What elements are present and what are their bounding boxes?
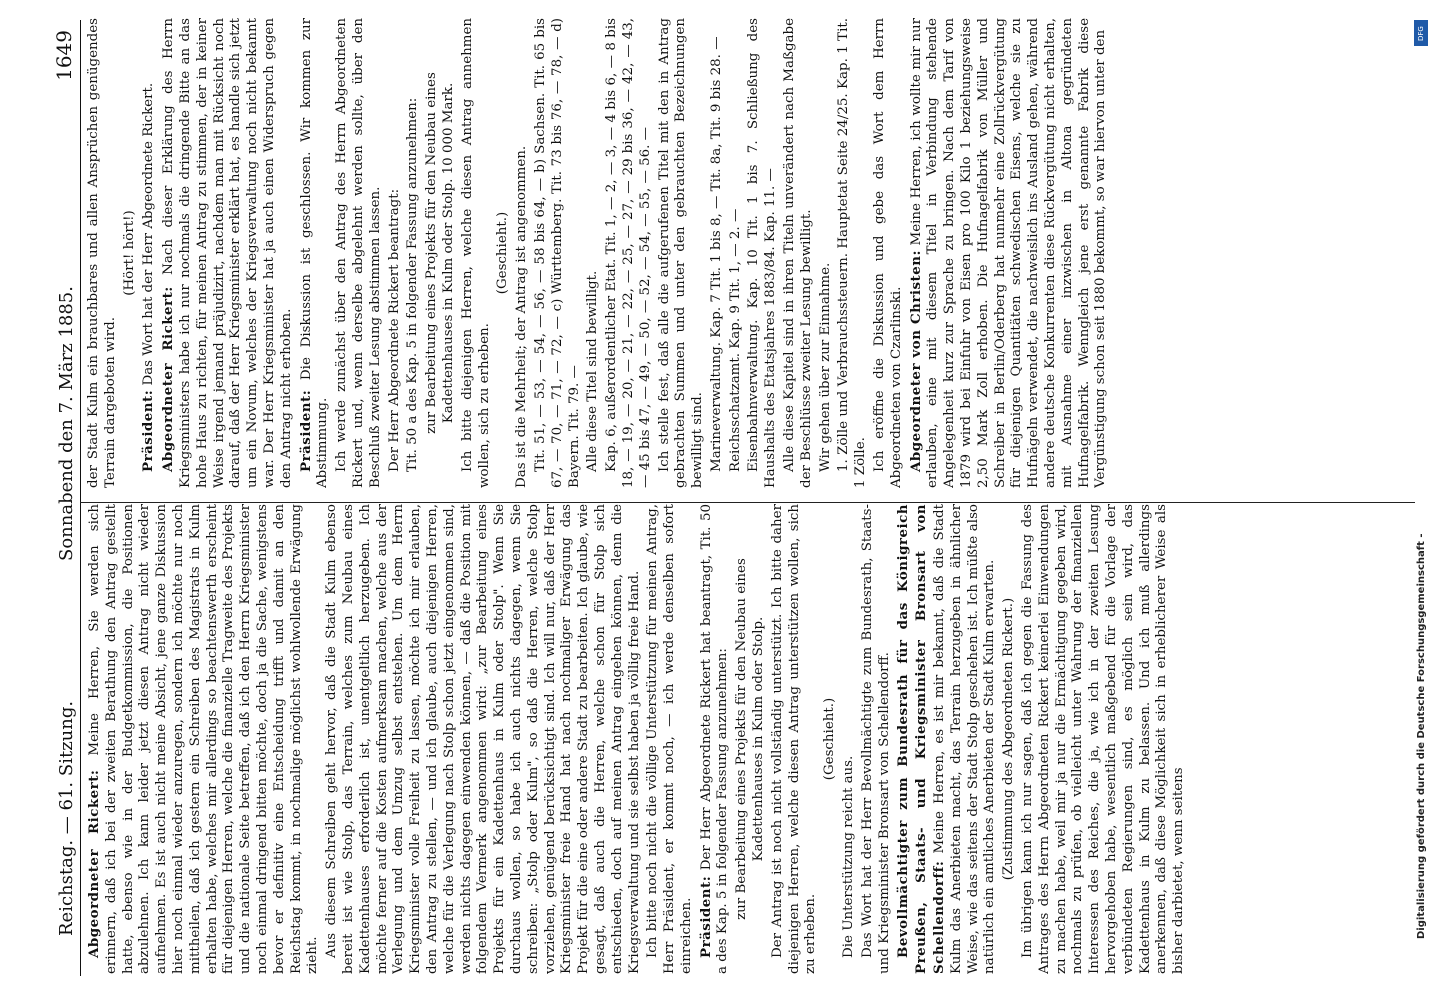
speaker-name: Abgeordneter Rickert:	[160, 286, 177, 472]
column-divider	[80, 502, 1415, 503]
paragraph	[860, 504, 894, 974]
centered-line	[1001, 504, 1018, 974]
paragraph-text: Ich stelle fest, daß alle die aufgerufenen Titel mit den in Antrag gebrachten Summen und unter den gebrauchten Bezeichnungen bewilligt sind.	[656, 18, 706, 488]
left-column	[86, 504, 1386, 974]
paragraph-text: (Geschieht.)	[822, 697, 838, 781]
paragraph-text: Der Herr Abgeordnete Rickert beantragt:	[386, 188, 402, 472]
paragraph-text: Ich bitte noch nicht die völlige Unterstützung für meinen Antrag, Herr Präsident, er kommt noch, — ich werde denselben sofort einreichen.	[645, 504, 694, 974]
right-column	[86, 18, 1386, 488]
paragraph	[86, 504, 322, 974]
paragraph	[387, 18, 404, 488]
speaker-name: Präsident:	[697, 875, 714, 958]
paragraph	[818, 18, 835, 488]
speaker-name: Präsident:	[297, 389, 314, 472]
centered-line	[122, 18, 139, 488]
paragraph	[324, 504, 643, 974]
paragraph	[657, 18, 707, 488]
paragraph-text: zur Bearbeitung eines Projekts für den Neubau eines Kadettenhauses in Kulm oder Stolp. 10 000 Mark.	[424, 72, 456, 434]
paragraph	[908, 18, 1111, 488]
paragraph-text: Der Antrag ist noch nicht vollständig unterstützt. Ich bitte daher diejenigen Herren, welche diesen Antrag unterstützen wollen, sich zu erheben.	[769, 504, 819, 974]
paragraph	[872, 18, 906, 488]
paragraph	[334, 18, 384, 488]
paragraph	[160, 18, 295, 488]
paragraph	[140, 18, 158, 488]
speaker-name: Abgeordneter von Christen:	[907, 250, 924, 472]
paragraph-text: Der Herr Abgeordnete Rickert hat beantragt, Tit. 50 a des Kap. 5 in folgender Fassung anzunehmen:	[698, 504, 731, 974]
paragraph	[460, 18, 494, 488]
paragraph	[746, 18, 780, 488]
paragraph-text: Nach dieser Erklärung des Herrn Kriegsministers habe ich nur nochmals die dringende Bitte an das hohe Haus zu richten, für meinen Antrag zu stimmen, der in keiner Weise irgend jemand präjudizirt, nachdem man mit Rücksicht noch darauf, daß der Herr Kriegsminister erklärt hat, es handle sich jetzt um ein Novum, welches der Kriegsverwaltung noch nicht bekannt war. Der Herr Kriegsminister hat ja auch einen Widerspruch gegen den Antrag nicht erhoben.	[161, 18, 294, 488]
page-number: 1649	[52, 30, 76, 81]
paragraph-text: Alle diese Titel sind bewilligt.	[585, 270, 601, 472]
paragraph-text: Kap. 6, außerordentlicher Etat. Tit. 1, — 2, — 3, — 4 bis 6, — 8 bis 18, — 19, — 20, — 21, — 22, — 25, — 27, — 29 bis 36, — 42, — 43, — 45 bis 47, — 49, — 50, — 52, — 54, — 55, — 56. —	[604, 18, 653, 488]
paragraph	[782, 18, 816, 488]
page-header	[52, 20, 81, 976]
paragraph	[1020, 504, 1188, 974]
paragraph-text: zur Bearbeitung eines Projekts für den Neubau eines Kadettenhauses in Kulm oder Stolp.	[734, 558, 767, 920]
paragraph	[86, 18, 120, 488]
paragraph	[604, 18, 654, 488]
paragraph	[533, 18, 583, 488]
paragraph-text: (Zustimmung des Abgeordneten Rickert.)	[1001, 597, 1017, 881]
paragraph-text: Das ist die Mehrheit; der Antrag ist angenommen.	[514, 145, 530, 488]
credit-text: Digitalisierung gefördert durch die Deutsche Forschungsgemeinschaft -	[1416, 533, 1427, 939]
paragraph-text: Im übrigen kann ich nur sagen, daß ich gegen die Fassung des Antrages des Herrn Abgeordneten Rickert keinerlei Einwendungen zu machen habe, weil mir ja nur die Ermächtigung gegeben wird, nochmals zu prüfen, ob vielleicht unter Wahrung der finanziellen Interessen des Reiches, die ja, wie ich in der zweiten Lesung hervorgehoben habe, wesentlich maßgebend für die Vorlage der verbündeten Regierungen sind, es möglich sein wird, das Kadettenhaus in Kulm zu belassen. Und ich muß allerdings anerkennen, daß diese Möglichkeit sich in erheblicherer Weise als bisher darbietet, wenn seitens	[1020, 504, 1187, 974]
centered-line	[822, 504, 839, 974]
paragraph-text: Meine Herren, ich wollte mir nur erlauben, eine mit diesem Titel in Verbindung stehende Angelegenheit kurz zur Sprache zu bringen. Nach dem Tarif von 1879 wird bei Einfuhr von Eisen pro 100 Kilo 1 beziehungsweise 2,50 Mark Zoll erhoben. Die Hufnagelfabrik von Müller und Schreiber in Berlin/Oderberg hat nunmehr eine Zollrückvergütung für diejenigen Quantitäten schwedischen Eisens, welche sie zu Hufnägeln verwendet, die nachweislich ins Ausland gehen, während andere deutsche Konkurrenten diese Rückvergütung nicht erhalten, mit Ausnahme einer inzwischen in Altona gegründeten Hufnagelfabrik. Wenngleich jene erst genannte Fabrik diese Vergünstigung schon seit 1880 bekommt, so war hiervon unter den	[908, 18, 1109, 488]
paragraph-text: Meine Herren, Sie werden sich erinnern, daß ich bei der zweiten Berathung den Antrag gestellt hatte, ebenso wie in der Budgetkommission, die Positionen abzulehnen. Ich kann leider jetzt diesen Antrag nicht wieder aufnehmen. Es ist auch nicht meine Absicht, jene ganze Diskussion hier noch einmal wieder anzuregen, sondern ich möchte nur noch mittheilen, daß ich gestern ein Schreiben des Magistrats in Kulm erhalten habe, welches mir allerdings so beachtenswerth erscheint für diejenigen Herren, welche die finanzielle Tragweite des Projekts und die nationale Seite betreffen, daß ich den Herrn Kriegsminister noch einmal dringend bitten möchte, doch ja die Sache, wenigstens bevor er definitiv eine Entscheidung trifft und damit an den Reichstag kommt, in nochmalige möglichst wohlwollende Erwägung zieht.	[87, 504, 321, 974]
dfg-logo: DFG	[1414, 20, 1428, 46]
paragraph	[770, 504, 820, 974]
paragraph-text: Reichsschatzamt. Kap. 9 Tit. 1, — 2. —	[727, 208, 743, 472]
paragraph-text: Tit. 51, — 53, — 54, — 56, — 58 bis 64, — b) Sachsen. Tit. 65 bis 67, — 70, — 71, — 72, — c) Württemberg. Tit. 73 bis 76, — 78, — d) Bayern. Tit. 79. —	[532, 18, 582, 488]
centered-line	[424, 18, 458, 488]
paragraph-text: Ich werde zunächst über den Antrag des Herrn Abgeordneten Rickert und, wenn derselbe abgelehnt werden sollte, über den Beschluß zweiter Lesung abstimmen lassen.	[334, 18, 383, 488]
paragraph	[728, 18, 745, 488]
paragraph	[514, 18, 531, 488]
paragraph-text: 1. Zölle und Verbrauchssteuern. Hauptetat Seite 24/25. Kap. 1 Tit. 1 Zölle.	[836, 18, 869, 488]
speaker-name: Präsident:	[140, 389, 157, 472]
paragraph	[709, 18, 726, 488]
document-page	[10, 0, 1408, 996]
paragraph-text: Wir gehen über zur Einnahme.	[817, 262, 833, 472]
header-date: Sonnabend den 7. März 1885.	[56, 286, 77, 561]
paragraph-text: Eisenbahnverwaltung. Kap. 10 Tit. 1 bis 7. Schließung des Haushalts des Etatsjahres 1883/84. Kap. 11. —	[746, 18, 779, 488]
paragraph	[698, 504, 733, 974]
paragraph-text: Tit. 50 a des Kap. 5 in folgender Fassung anzunehmen:	[405, 97, 421, 472]
speaker-name: Bevollmächtigter zum Bundesrath für das Königreich Preußen, Staats- und Kriegsminister Bronsart von Schellendorff:	[895, 504, 948, 974]
paragraph-text: Aus diesem Schreiben geht hervor, daß die Stadt Kulm ebenso bereit ist wie Stolp, das Terrain, welches zum Neubau eines Kadettenhauses erforderlich ist, unentgeltlich herzugeben. Ich möchte ferner auf die Kosten aufmerksam machen, welche aus der Verlegung und dem Umzug selbst entstehen. Um dem Herrn Kriegsminister volle Freiheit zu lassen, möchte ich mir erlauben, den Antrag zu stellen, — und ich glaube, auch diejenigen Herren, welche für die Verlegung nach Stolp schon jetzt eingenommen sind, werden nichts dagegen einwenden können, — daß die Position mit folgendem Vermerk angenommen wird: „zur Bearbeitung eines Projekts für ein Kadettenhaus in Kulm oder Stolp". Wenn Sie durchaus wollen, so habe ich auch nichts dagegen, wenn Sie schreiben: „Stolp oder Kulm", so daß die Herren, welche Stolp vorziehen, genügend berücksichtigt sind. Ich will nur, daß der Herr Kriegsminister freie Hand hat nach nochmaliger Erwägung das Projekt für die eine oder andere Stadt zu bearbeiten. Ich glaube, wie gesagt, daß auch die Herren, welche schon für Stolp sich entschieden, doch auf meinen Antrag eingehen können, denn die Kriegsverwaltung und sie selbst haben ja völlig freie Hand.	[324, 504, 642, 974]
centered-line	[734, 504, 768, 974]
paragraph	[841, 504, 858, 974]
paragraph-text: (Hört! hört!)	[121, 210, 137, 296]
paragraph-text: der Stadt Kulm ein brauchbares und allen Ansprüchen genügendes Terrain dargeboten wird.	[86, 18, 118, 488]
paragraph-text: Das Wort hat der Herr Abgeordnete Rickert.	[141, 82, 157, 386]
paragraph-text: (Geschieht.)	[495, 211, 511, 295]
paragraph	[585, 18, 602, 488]
paragraph-text: Das Wort hat der Herr Bevollmächtigte zum Bundesrath, Staats- und Kriegsminister Bronsart von Schellendorff.	[859, 504, 892, 974]
paragraph-text: Ich eröffne die Diskussion und gebe das Wort dem Herrn Abgeordneten von Czarlinski.	[872, 18, 904, 488]
paragraph	[895, 504, 999, 974]
paragraph	[836, 18, 870, 488]
paragraph	[645, 504, 695, 974]
paragraph-text: Die Diskussion ist geschlossen. Wir kommen zur Abstimmung.	[298, 18, 331, 488]
paragraph-text: Die Unterstützung reicht aus.	[841, 755, 857, 958]
paragraph	[405, 18, 422, 488]
paragraph-text: Marineverwaltung. Kap. 7 Tit. 1 bis 8, — Tit. 8a, Tit. 9 bis 28. —	[708, 36, 724, 472]
paragraph-text: Meine Herren, es ist mir bekannt, daß die Stadt Kulm das Anerbieten macht, das Terrain herzugeben in ähnlicher Weise, wie das seitens der Stadt Stolp geschehen ist. Ich müßte also natürlich ein amtliches Anerbieten der Stadt Kulm erwarten.	[932, 504, 998, 974]
paragraph-text: Alle diese Kapitel sind in ihren Titeln unverändert nach Maßgabe der Beschlüsse zweiter Lesung bewilligt.	[782, 18, 814, 488]
paragraph	[298, 18, 333, 488]
dfg-credit	[1414, 20, 1430, 980]
header-left: Reichstag. — 61. Sitzung.	[56, 700, 77, 936]
speaker-name: Abgeordneter Rickert:	[86, 769, 102, 958]
centered-line	[495, 18, 512, 488]
paragraph-text: Ich bitte diejenigen Herren, welche diesen Antrag annehmen wollen, sich zu erheben.	[459, 18, 492, 488]
